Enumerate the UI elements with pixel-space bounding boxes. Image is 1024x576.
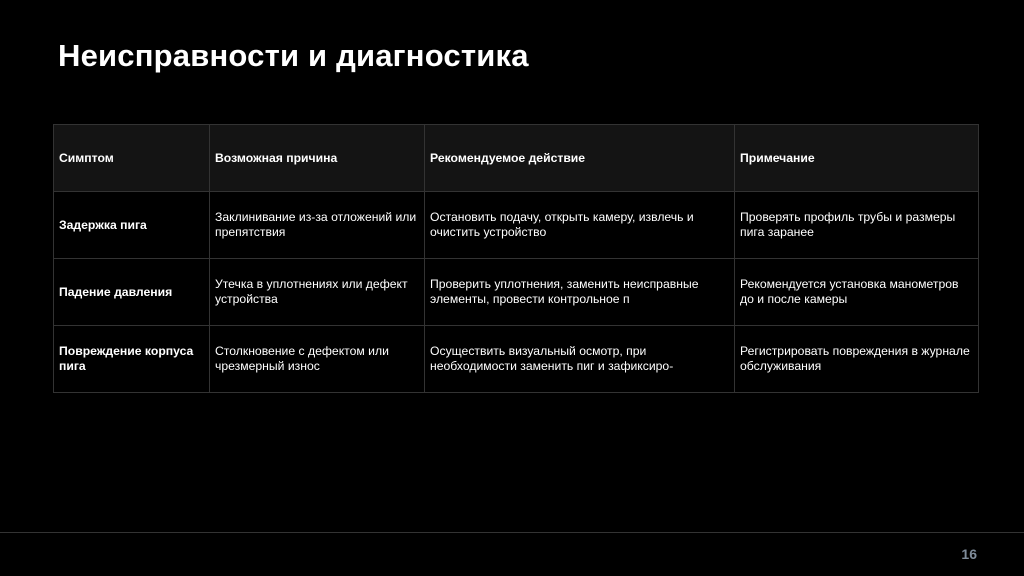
cell-cause: Заклинивание из-за отложений или препятствия	[210, 192, 425, 259]
column-header-action: Рекомендуемое действие	[425, 125, 735, 192]
diagnostics-table	[53, 124, 979, 393]
diagnostics-table-container	[53, 124, 978, 393]
cell-note: Проверять профиль трубы и размеры пига заранее	[735, 192, 979, 259]
table-row	[54, 326, 979, 393]
cell-symptom: Задержка пига	[54, 192, 210, 259]
footer-divider	[0, 532, 1024, 533]
table-row	[54, 192, 979, 259]
cell-action: Осуществить визуальный осмотр, при необходимости заменить пиг и зафиксиро-	[425, 326, 735, 393]
slide-title: Неисправности и диагностика	[58, 38, 529, 73]
cell-note: Рекомендуется установка манометров до и после камеры	[735, 259, 979, 326]
column-header-note: Примечание	[735, 125, 979, 192]
cell-symptom: Падение давления	[54, 259, 210, 326]
cell-note: Регистрировать повреждения в журнале обслуживания	[735, 326, 979, 393]
cell-cause: Утечка в уплотнениях или дефект устройства	[210, 259, 425, 326]
cell-action: Проверить уплотнения, заменить неисправные элементы, провести контрольное п	[425, 259, 735, 326]
cell-symptom: Повреждение корпуса пига	[54, 326, 210, 393]
column-header-cause: Возможная причина	[210, 125, 425, 192]
column-header-symptom: Симптом	[54, 125, 210, 192]
page-number: 16	[961, 546, 977, 562]
table-row	[54, 259, 979, 326]
cell-cause: Столкновение с дефектом или чрезмерный износ	[210, 326, 425, 393]
table-header-row	[54, 125, 979, 192]
cell-action: Остановить подачу, открыть камеру, извлечь и очистить устройство	[425, 192, 735, 259]
